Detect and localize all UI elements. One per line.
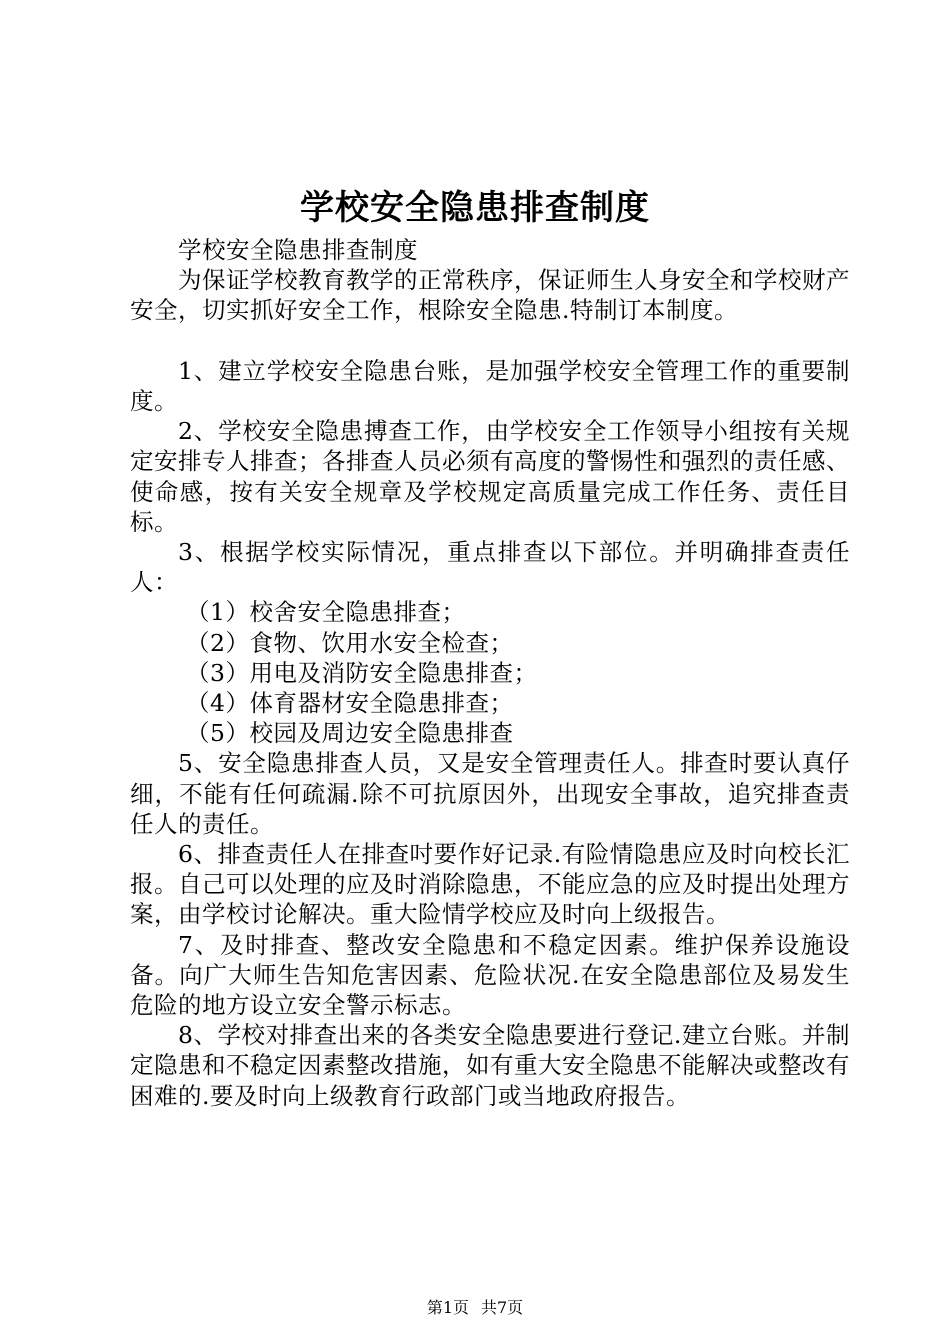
sub-item-5: （5）校园及周边安全隐患排查 (186, 719, 514, 748)
blank-line (130, 326, 850, 356)
rule-item-5: 5、安全隐患排查人员，又是安全管理责任人。排查时要认真仔细，不能有任何疏漏.除不可抗原因外，出现安全事故，追究排查责任人的责任。 (130, 749, 850, 838)
sub-item-1: （1）校舍安全隐患排查； (186, 598, 466, 627)
document-title: 学校安全隐患排查制度 (300, 188, 650, 228)
sub-item-4: （4）体育器材安全隐患排查； (186, 689, 514, 718)
rule-item-6: 6、排查责任人在排查吋要作好记录.有险情隐患应及时向校长汇报。自己可以处理的应及时消除隐患，不能应急的应及时提出处理方案，由学校讨论解决。重大险情学校应及时向上级报告。 (130, 840, 850, 929)
page-number: 第1页 (426, 1298, 469, 1317)
rule-item-2: 2、学校安全隐患搏查工作，由学校安全工作领导小组按有关规定安排专人排查；各排查人员必须有高度的警惕性和强烈的责任感、使命感，按有关安全规章及学校规定高质量完成工作任务、责任目标。 (130, 417, 850, 536)
rule-item-8: 8、学校对排查出来的各类安全隐患要进行登记.建立台账。并制定隐患和不稳定因素整改措施，如有重大安全隐患不能解决或整改有困难的.要及时向上级教育行政部门或当地政府报告。 (130, 1021, 850, 1110)
sub-item-3: （3）用电及消防安全隐患排查； (186, 658, 538, 687)
document-subtitle: 学校安全隐患排查制度 (178, 236, 418, 264)
page-footer (0, 1297, 950, 1319)
page-total: 共7页 (481, 1298, 524, 1317)
rule-item-1: 1、建立学校安全隐患台账，是加强学校安全管理工作的重要制度。 (130, 356, 850, 415)
sub-item-2: （2）食物、饮用水安全检查； (186, 628, 514, 657)
rule-item-3: 3、根据学校实际情况，重点排查以下部位。并明确排查责任人： (130, 538, 850, 597)
intro-paragraph: 为保证学校教育教学的正常秩序，保证师生人身安全和学校财产安全，切实抓好安全工作，根除安全隐患.特制订本制度。 (130, 266, 850, 325)
document-body (130, 235, 850, 1111)
rule-item-7: 7、及时排查、整改安全隐患和不稳定因素。维护保养设施设备。向广大师生告知危害因素、危险状况.在安全隐患部位及易发生危险的地方设立安全警示标志。 (130, 930, 850, 1020)
